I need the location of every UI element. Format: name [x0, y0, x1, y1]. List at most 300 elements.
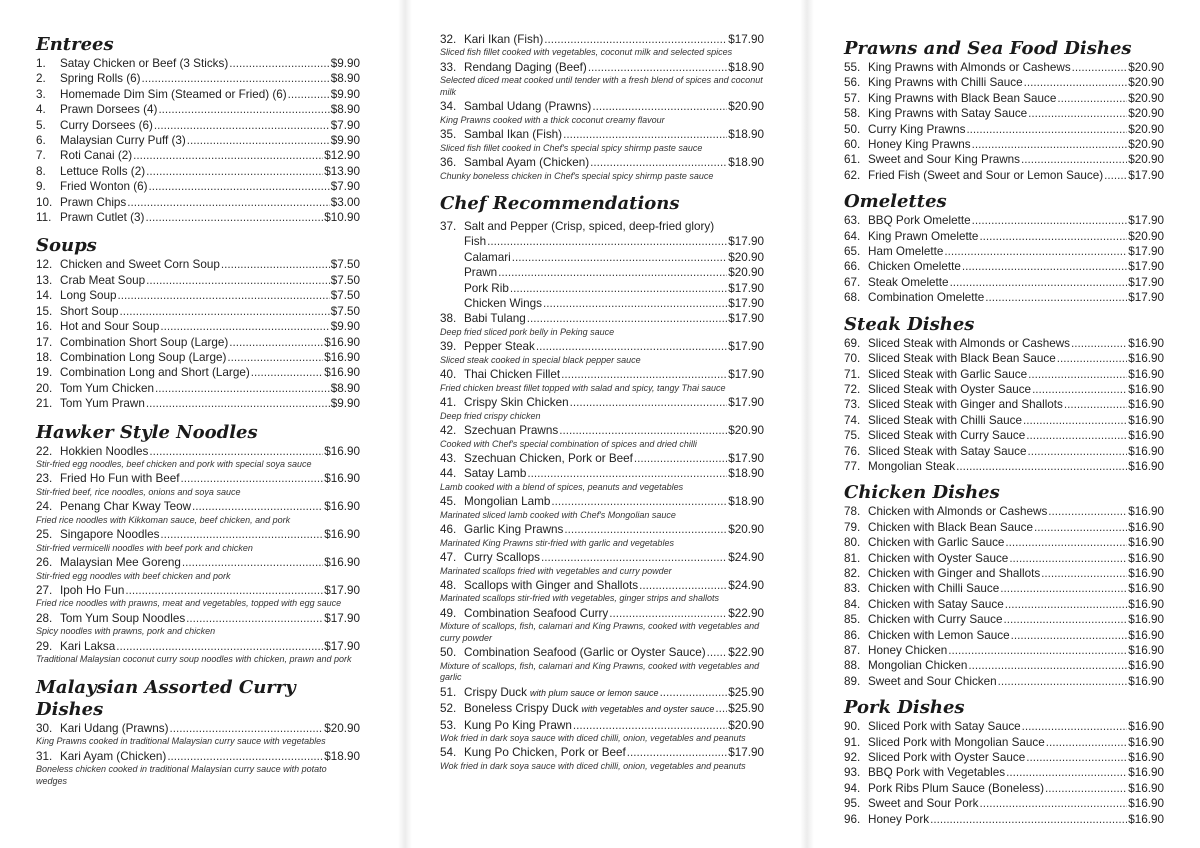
item-description: King Prawns cooked in traditional Malaysian curry sauce with vegetables [36, 736, 326, 747]
item-name: Roti Canai (2) [60, 149, 133, 163]
dot-leader [972, 137, 1128, 152]
item-price: $20.90 [728, 523, 764, 537]
item-price: $16.90 [1128, 520, 1164, 534]
item-number: 18. [36, 350, 53, 364]
dot-leader [1057, 351, 1127, 366]
menu-item [844, 367, 1164, 382]
dot-leader [221, 257, 330, 272]
dot-leader [119, 304, 329, 319]
dot-leader [707, 645, 728, 660]
dot-leader [979, 796, 1127, 811]
item-price: $16.90 [1128, 352, 1164, 366]
dot-leader [536, 339, 727, 354]
menu-item [36, 164, 360, 179]
item-number: 47. [440, 551, 457, 565]
menu-sub-item [440, 281, 764, 296]
item-name: Sliced Steak with Ginger and Shallots [868, 398, 1063, 412]
item-price: $17.90 [728, 396, 764, 410]
dot-leader [559, 423, 727, 438]
item-price: $20.90 [728, 424, 764, 438]
item-price: $8.90 [330, 381, 360, 395]
item-number: 52. [440, 702, 457, 716]
item-number: 75. [844, 429, 861, 443]
item-number: 84. [844, 597, 861, 611]
menu-item [36, 381, 360, 396]
item-price: $16.90 [1128, 444, 1164, 458]
menu-item [440, 339, 764, 354]
dot-leader [950, 275, 1128, 290]
item-number: 12. [36, 258, 53, 272]
item-price: $25.90 [728, 702, 764, 716]
dot-leader [966, 122, 1127, 137]
dot-leader [498, 265, 727, 280]
item-number: 83. [844, 582, 861, 596]
menu-item [844, 60, 1164, 75]
item-price: $17.90 [728, 340, 764, 354]
item-name: Sambal Ayam (Chicken) [464, 156, 590, 170]
item-number: 53. [440, 718, 457, 732]
section-heading: Hawker Style Noodles [36, 421, 258, 443]
item-price: $17.90 [324, 584, 360, 598]
item-price: $16.90 [1128, 413, 1164, 427]
item-price: $22.90 [728, 606, 764, 620]
item-number: 24. [36, 500, 53, 514]
item-name: Chicken Omelette [868, 260, 961, 274]
item-name: Sweet and Sour King Prawns [868, 153, 1021, 167]
section-chef-recommendations [440, 193, 764, 772]
item-name: Fried Fish (Sweet and Sour or Lemon Sauce) [868, 168, 1104, 182]
item-name: Prawn Cutlet (3) [60, 211, 145, 225]
item-name: Chicken with Chilli Sauce [868, 582, 1000, 596]
item-number: 9. [36, 180, 46, 194]
item-description: Chunky boneless chicken in Chef's special spicy shirmp paste sauce [440, 170, 714, 181]
item-name: Crispy Duck [464, 685, 527, 699]
item-name: Tom Yum Soup Noodles [60, 611, 186, 625]
item-price: $16.90 [1128, 382, 1164, 396]
menu-item [440, 127, 764, 142]
item-name: Calamari [464, 250, 511, 264]
section-heading: Steak Dishes [844, 313, 975, 335]
item-inline-description: with plum sauce or lemon sauce [530, 687, 659, 698]
menu-item [36, 639, 360, 654]
menu-item [844, 290, 1164, 305]
item-price: $16.90 [1128, 644, 1164, 657]
menu-item [440, 99, 764, 114]
item-number: 63. [844, 214, 861, 228]
section-steak [844, 314, 1164, 475]
item-price: $17.90 [1128, 168, 1164, 182]
dot-leader [962, 259, 1127, 274]
dot-leader [146, 396, 330, 411]
item-number: 44. [440, 467, 457, 481]
item-description: Boneless chicken cooked in traditional Malaysian curry sauce with potato wedges [36, 764, 327, 786]
menu-column-3 [844, 0, 1164, 827]
item-price: $18.90 [324, 749, 360, 763]
item-name: Honey Chicken [868, 644, 948, 657]
dot-leader [133, 148, 323, 163]
section-heading: Prawns and Sea Food Dishes [844, 38, 1132, 59]
section-heading: Soups [36, 235, 97, 257]
item-price: $17.90 [728, 235, 764, 249]
item-description: Marinated sliced lamb cooked with Chef's Mongolian sauce [440, 509, 676, 520]
dot-leader [588, 60, 727, 75]
item-name: King Prawns with Satay Sauce [868, 107, 1028, 121]
dot-leader [181, 471, 324, 486]
item-number: 60. [844, 138, 861, 152]
dot-leader [1034, 520, 1127, 535]
item-name: Satay Lamb [464, 467, 527, 481]
item-name: Garlic King Prawns [464, 523, 564, 537]
item-number: 77. [844, 459, 861, 473]
item-name: Fried Wonton (6) [60, 180, 148, 194]
item-number: 16. [36, 320, 53, 334]
item-name: Rendang Daging (Beef) [464, 60, 587, 74]
section-entrees [36, 34, 360, 225]
item-list [36, 444, 360, 666]
item-number: 61. [844, 153, 861, 167]
item-description: Sliced steak cooked in special black pepper sauce [440, 354, 641, 365]
item-description: Cooked with Chef's special combination of spices and dried chilli [440, 438, 697, 449]
dot-leader [167, 749, 323, 764]
item-price: $12.90 [324, 149, 360, 163]
item-number: 50. [440, 646, 457, 660]
section-prawns-seafood [844, 38, 1164, 183]
page-fold-right [800, 0, 814, 848]
item-number: 35. [440, 128, 457, 142]
item-number: 33. [440, 60, 457, 74]
item-price: $16.90 [1128, 659, 1164, 673]
item-price: $16.90 [324, 472, 360, 486]
dot-leader [948, 643, 1127, 658]
item-price: $16.90 [324, 366, 360, 380]
item-price: $7.50 [330, 289, 360, 303]
menu-item [36, 118, 360, 133]
dot-leader [1104, 168, 1127, 183]
item-description: Traditional Malaysian coconut curry soup noodles with chicken, prawn and pork [36, 654, 352, 665]
item-price: $16.90 [324, 528, 360, 542]
item-name: Kari Laksa [60, 639, 116, 653]
item-number: 71. [844, 367, 861, 381]
dot-leader [527, 466, 727, 481]
item-name: Mongolian Lamb [464, 495, 551, 509]
item-name: Chicken with Almonds or Cashews [868, 505, 1048, 519]
item-number: 21. [36, 397, 53, 411]
dot-leader [1041, 566, 1127, 581]
item-number: 74. [844, 413, 861, 427]
dot-leader [146, 273, 330, 288]
item-name: Prawn [464, 266, 498, 280]
dot-leader [169, 721, 323, 736]
dot-leader [146, 164, 323, 179]
item-price: $16.90 [1128, 781, 1164, 795]
item-price: $17.90 [324, 611, 360, 625]
item-price: $16.90 [1128, 429, 1164, 443]
item-name: Kung Po Chicken, Pork or Beef [464, 746, 626, 760]
dot-leader [160, 319, 329, 334]
item-name: Combination Long and Short (Large) [60, 366, 250, 380]
item-price: $16.90 [1128, 582, 1164, 596]
dot-leader [592, 99, 727, 114]
item-number: 90. [844, 720, 861, 734]
menu-item [844, 351, 1164, 366]
item-number: 42. [440, 424, 457, 438]
item-name: Chicken with Oyster Sauce [868, 551, 1009, 565]
item-price: $17.90 [728, 281, 764, 295]
item-number: 64. [844, 229, 861, 243]
item-list [440, 32, 764, 182]
item-number: 93. [844, 766, 861, 780]
menu-item [36, 583, 360, 598]
item-name: Sliced Steak with Curry Sauce [868, 429, 1026, 443]
item-number: 70. [844, 352, 861, 366]
item-number: 41. [440, 396, 457, 410]
dot-leader [561, 367, 727, 382]
item-price: $16.90 [1128, 735, 1164, 749]
item-price: $3.00 [330, 195, 360, 209]
item-description: Wok fried in dark soya sauce with diced chilli, onion, vegetables and peanuts [440, 760, 746, 771]
dot-leader [1024, 75, 1128, 90]
item-price: $24.90 [728, 579, 764, 593]
menu-sub-item [440, 234, 764, 249]
item-price: $7.90 [330, 118, 360, 132]
item-price: $16.90 [1128, 720, 1164, 734]
item-name: Ipoh Ho Fun [60, 584, 125, 598]
item-name: Tom Yum Prawn [60, 397, 145, 411]
item-number: 5. [36, 118, 46, 132]
item-list [36, 56, 360, 225]
item-price: $20.90 [1128, 122, 1164, 136]
section-heading: Omelettes [844, 191, 947, 213]
menu-item [844, 581, 1164, 596]
item-number: 15. [36, 304, 53, 318]
item-number: 17. [36, 335, 53, 349]
item-number: 46. [440, 523, 457, 537]
item-list [440, 311, 764, 772]
dot-leader [192, 499, 323, 514]
menu-item [440, 578, 764, 593]
item-name: Lettuce Rolls (2) [60, 164, 146, 178]
dot-leader [1000, 581, 1127, 596]
dot-leader [187, 133, 330, 148]
item-name: Combination Short Soup (Large) [60, 335, 229, 349]
item-price: $20.90 [1128, 138, 1164, 152]
menu-item [36, 195, 360, 210]
item-list [844, 213, 1164, 305]
item-number: 94. [844, 781, 861, 795]
dot-leader [972, 213, 1128, 228]
menu-item [844, 504, 1164, 519]
item-name: BBQ Pork Omelette [868, 214, 971, 228]
item-name: Curry King Prawns [868, 122, 966, 136]
menu-sub-item [440, 250, 764, 265]
item-name: Kung Po King Prawn [464, 718, 572, 732]
item-number: 4. [36, 103, 46, 117]
item-number: 19. [36, 366, 53, 380]
item-name: BBQ Pork with Vegetables [868, 766, 1006, 780]
menu-item [844, 106, 1164, 121]
item-number: 67. [844, 275, 861, 289]
dot-leader [527, 311, 728, 326]
dot-leader [573, 718, 727, 733]
item-number: 69. [844, 336, 861, 350]
menu-item [440, 311, 764, 326]
item-description: Spicy noodles with prawns, pork and chicken [36, 626, 216, 637]
item-price: $20.90 [1128, 107, 1164, 121]
item-name: Sliced Steak with Oyster Sauce [868, 382, 1032, 396]
item-description: Marinated scallops fried with vegetables and curry powder [440, 565, 672, 576]
item-price: $7.50 [330, 273, 360, 287]
item-price: $18.90 [728, 467, 764, 481]
item-name: King Prawn Omelette [868, 229, 979, 243]
item-price: $16.90 [1128, 766, 1164, 780]
menu-item [440, 466, 764, 481]
menu-item [440, 494, 764, 509]
item-number: 22. [36, 444, 53, 458]
item-list [844, 504, 1164, 689]
item-name: Hokkien Noodles [60, 444, 149, 458]
dot-leader [1048, 504, 1127, 519]
item-name: Prawn Chips [60, 195, 127, 209]
menu-item [844, 428, 1164, 443]
item-price: $16.90 [1128, 751, 1164, 765]
menu-item [440, 395, 764, 410]
menu-item [36, 721, 360, 736]
item-description: Lamb cooked with a blend of spices, peanuts and vegetables [440, 481, 684, 492]
item-price: $7.50 [330, 304, 360, 318]
dot-leader [148, 179, 329, 194]
dot-leader [1057, 91, 1127, 106]
item-price: $17.90 [728, 368, 764, 382]
item-name: Kari Ayam (Chicken) [60, 749, 167, 763]
item-name: Sliced Steak with Satay Sauce [868, 444, 1027, 458]
dot-leader [118, 288, 330, 303]
menu-item [844, 137, 1164, 152]
item-name: Penang Char Kway Teow [60, 500, 192, 514]
item-number: 31. [36, 749, 53, 763]
menu-item [36, 335, 360, 350]
dot-leader [609, 606, 727, 621]
item-price: $16.90 [1128, 336, 1164, 350]
dot-leader [930, 812, 1127, 827]
item-description: Marinated King Prawns stir-fried with garlic and vegetables [440, 537, 674, 548]
dot-leader [590, 155, 727, 170]
item-price: $24.90 [728, 551, 764, 565]
menu-item [844, 244, 1164, 259]
item-list [844, 336, 1164, 475]
item-name: Chicken with Lemon Sauce [868, 628, 1010, 642]
dot-leader [149, 444, 323, 459]
item-number: 66. [844, 260, 861, 274]
item-name: Chicken with Curry Sauce [868, 613, 1003, 627]
item-number: 81. [844, 551, 861, 565]
item-price: $18.90 [728, 60, 764, 74]
item-name: Pork Rib [464, 281, 509, 295]
item-price: $16.90 [324, 556, 360, 570]
item-number: 20. [36, 381, 53, 395]
item-number: 39. [440, 340, 457, 354]
menu-item [36, 56, 360, 71]
section-heading: Chicken Dishes [844, 482, 1000, 504]
item-name: King Prawns with Black Bean Sauce [868, 91, 1057, 105]
dot-leader [1023, 413, 1127, 428]
menu-item [844, 628, 1164, 643]
item-number: 58. [844, 107, 861, 121]
item-number: 49. [440, 606, 457, 620]
dot-leader [1009, 551, 1127, 566]
item-name: Chicken Wings [464, 297, 542, 311]
dot-leader [155, 381, 330, 396]
menu-item [440, 701, 764, 717]
dot-leader [1072, 60, 1128, 75]
item-number: 57. [844, 91, 861, 105]
item-description: Sliced fish fillet cooked with vegetables, coconut milk and selected spices [440, 47, 733, 58]
item-name: Pork Ribs Plum Sauce (Boneless) [868, 781, 1045, 795]
item-name: Ham Omelette [868, 245, 944, 259]
dot-leader [1028, 444, 1128, 459]
menu-item [36, 87, 360, 102]
menu-item [36, 288, 360, 303]
item-name: Short Soup [60, 304, 119, 318]
dot-leader [564, 522, 727, 537]
item-price: $8.90 [330, 103, 360, 117]
menu-item [844, 75, 1164, 90]
dot-leader [487, 234, 727, 249]
menu-item [844, 551, 1164, 566]
item-name: Sliced Pork with Mongolian Sauce [868, 735, 1045, 749]
item-number: 36. [440, 156, 457, 170]
menu-item [36, 350, 360, 365]
item-name: Homemade Dim Sim (Steamed or Fried) (6) [60, 87, 287, 101]
item-price: $7.90 [330, 180, 360, 194]
menu-item [844, 122, 1164, 137]
dot-leader [715, 701, 727, 716]
section-heading: Pork Dishes [844, 697, 965, 719]
item-inline-description: with vegetables and oyster sauce [581, 704, 715, 715]
dot-leader [1028, 106, 1127, 121]
item-number: 45. [440, 495, 457, 509]
item-name: Salt and Pepper (Crisp, spiced, deep-fried glory) [464, 220, 715, 234]
item-name: Satay Chicken or Beef (3 Sticks) [60, 57, 229, 70]
item-price: $10.90 [324, 211, 360, 225]
menu-item [36, 499, 360, 514]
item-number: 85. [844, 613, 861, 627]
item-number: 23. [36, 472, 53, 486]
menu-item [36, 148, 360, 163]
dot-leader [1032, 382, 1127, 397]
item-name: Prawn Dorsees (4) [60, 103, 158, 117]
dot-leader [1045, 781, 1127, 796]
item-number: 38. [440, 312, 457, 326]
menu-item [440, 745, 764, 760]
item-number: 40. [440, 368, 457, 382]
item-name: Chicken with Satay Sauce [868, 597, 1004, 611]
dot-leader [563, 127, 727, 142]
item-price: $16.90 [1128, 566, 1164, 580]
section-soups [36, 235, 360, 411]
menu-item [844, 796, 1164, 811]
dot-leader [1003, 612, 1127, 627]
section-heading: Chef Recommendations [440, 193, 680, 215]
item-description: Stir-fried egg noodles with beef chicken and pork [36, 570, 231, 581]
dot-leader [944, 244, 1127, 259]
item-price: $18.90 [728, 495, 764, 509]
item-price: $16.90 [1128, 597, 1164, 611]
menu-item [36, 527, 360, 542]
dot-leader [158, 102, 329, 117]
item-price: $9.90 [330, 320, 360, 334]
page-fold-left [398, 0, 412, 848]
item-name: Curry Dorsees (6) [60, 118, 153, 132]
